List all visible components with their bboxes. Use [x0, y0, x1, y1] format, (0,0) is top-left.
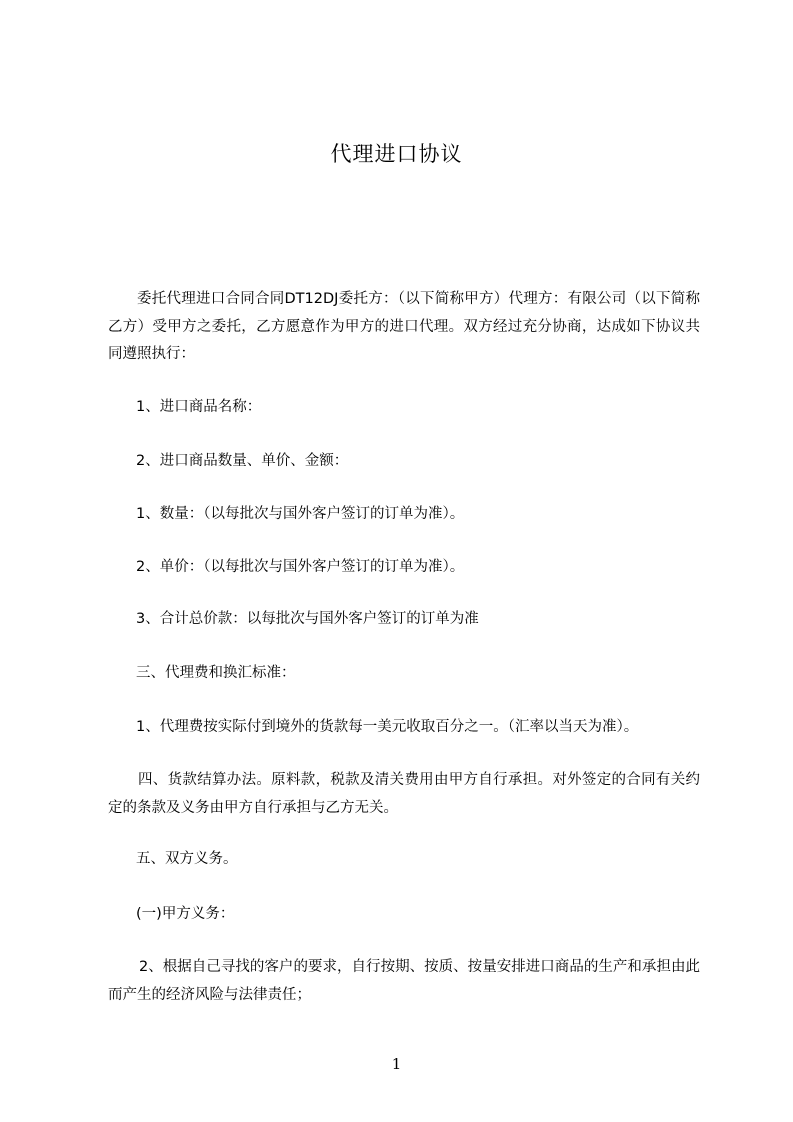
section-agency-fee-heading: 三、代理费和换汇标准：: [136, 665, 296, 681]
party-a-obligation-item: 2、根据自己寻找的客户的要求，自行按期、按质、按量安排进口商品的生产和承担由此而产生的经济风险与法律责任；: [108, 959, 700, 1003]
section-obligations-heading: 五、双方义务。: [136, 851, 238, 867]
clause-product-name: 1、进口商品名称：: [136, 399, 262, 415]
clause-agency-fee: 1、代理费按实际付到境外的货款每一美元收取百分之一。（汇率以当天为准）。: [136, 719, 639, 735]
document-title: 代理进口协议: [330, 142, 463, 166]
clause-quantity-price-amount: 2、进口商品数量、单价、金额：: [136, 453, 349, 469]
intro-paragraph: 委托代理进口合同合同DT12DJ委托方：（以下简称甲方）代理方：有限公司（以下简称乙方）受甲方之委托，乙方愿意作为甲方的进口代理。双方经过充分协商，达成如下协议共同遵照执行：: [108, 291, 700, 362]
clause-unit-price: 2、单价：（以每批次与国外客户签订的订单为准）。: [136, 559, 465, 575]
section-payment-settlement: 四、货款结算办法。原料款，税款及清关费用由甲方自行承担。对外签定的合同有关约定的条款及义务由甲方自行承担与乙方无关。: [108, 772, 700, 816]
party-a-obligations-heading: (一)甲方义务：: [136, 906, 235, 922]
clause-total-price: 3、合计总价款：以每批次与国外客户签订的订单为准: [136, 611, 479, 627]
page-number: 1: [391, 1055, 402, 1073]
clause-quantity: 1、数量：（以每批次与国外客户签订的订单为准）。: [136, 506, 465, 522]
